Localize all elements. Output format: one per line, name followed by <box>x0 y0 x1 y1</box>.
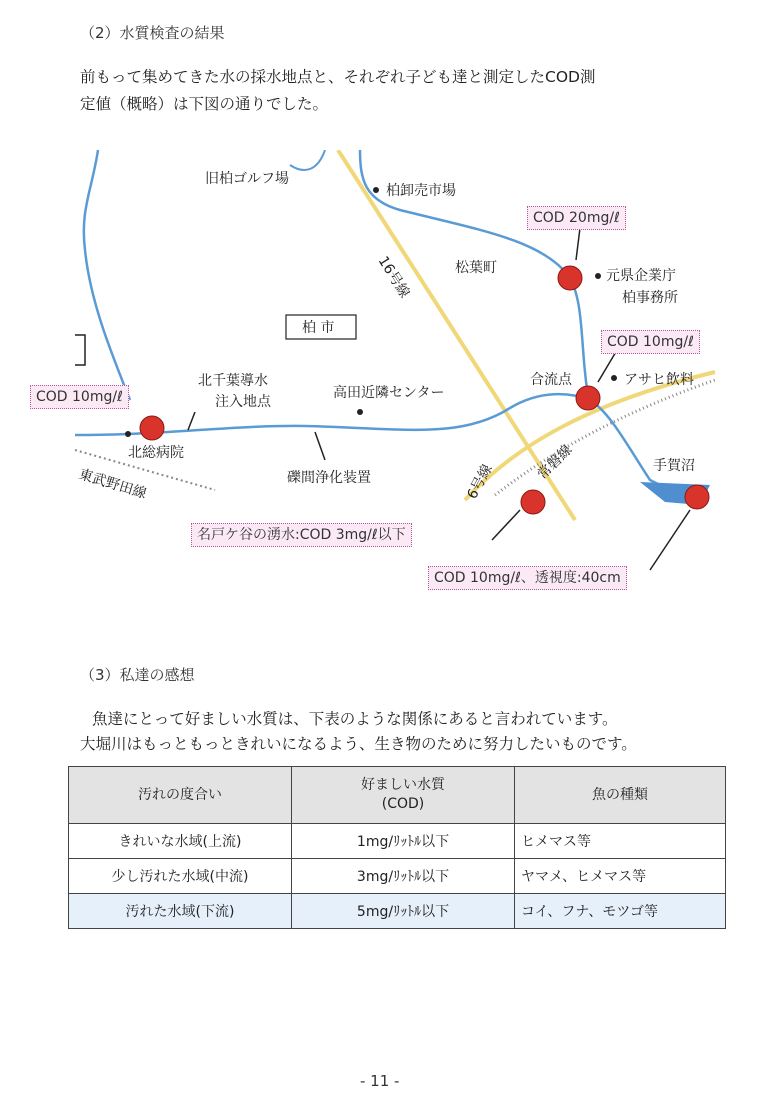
table-cell: ヒメマス等 <box>515 824 726 859</box>
marker-shoyo <box>558 266 582 290</box>
cod-callout-spring: 名戸ケ谷の湧水:COD 3mg/ℓ以下 <box>191 523 412 547</box>
table-cell: コイ、フナ、モツゴ等 <box>515 894 726 929</box>
marker-spring <box>521 490 545 514</box>
table-row <box>69 894 726 929</box>
table-cell: 5mg/ﾘｯﾄﾙ以下 <box>292 894 515 929</box>
joban-railway <box>495 380 715 495</box>
label-office2: 柏事務所 <box>622 290 678 306</box>
section2-heading: （2）水質検査の結果 <box>80 24 225 42</box>
table-cell: ヤマメ、ヒメマス等 <box>515 859 726 894</box>
river-tributary <box>290 150 325 170</box>
label-tobu: 東武野田線 <box>76 466 149 503</box>
river-west <box>84 150 130 400</box>
section3-heading: （3）私達の感想 <box>80 666 195 684</box>
marker-hospital <box>140 416 164 440</box>
table-header-fish: 魚の種類 <box>515 767 726 824</box>
table-cell: 3mg/ﾘｯﾄﾙ以下 <box>292 859 515 894</box>
table-row <box>69 859 726 894</box>
label-joban: 常磐線 <box>534 441 576 483</box>
section2-paragraph-line2: 定値（概略）は下図の通りでした。 <box>80 95 329 113</box>
section3-paragraph-line1: 魚達にとって好ましい水質は、下表のような関係にあると言われています。 <box>92 710 618 728</box>
label-hospital: 北総病院 <box>128 445 184 461</box>
label-golf: 旧柏ゴルフ場 <box>205 171 289 187</box>
label-city: 柏 市 <box>302 320 335 336</box>
label-office1: 元県企業庁 <box>606 268 676 284</box>
label-route16: 16号線 <box>374 253 413 301</box>
page-number: - 11 - <box>360 1072 400 1090</box>
water-quality-table <box>68 766 726 929</box>
label-purifier: 礫間浄化装置 <box>287 470 371 486</box>
map-bracket <box>75 335 85 365</box>
label-shoyo: 松葉町 <box>455 260 497 276</box>
marker-confluence <box>576 386 600 410</box>
cod-callout-shoyo: COD 20mg/ℓ <box>527 206 626 230</box>
label-route6: 6号線 <box>464 461 496 502</box>
marker-teganuma <box>685 485 709 509</box>
table-cell: 少し汚れた水域(中流) <box>69 859 292 894</box>
label-teganuma: 手賀沼 <box>653 458 695 474</box>
cod-callout-hospital: COD 10mg/ℓ <box>30 385 129 409</box>
label-takada: 高田近隣センター <box>333 385 445 401</box>
cod-callout-teganuma: COD 10mg/ℓ、透視度:40cm <box>428 566 627 590</box>
table-header-cod <box>292 767 515 824</box>
table-header-cod-line1: 好ましい水質 <box>361 777 445 793</box>
label-kitachiba2: 注入地点 <box>215 394 271 410</box>
table-header-pollution: 汚れの度合い <box>69 767 292 824</box>
cod-callout-confluence: COD 10mg/ℓ <box>601 330 700 354</box>
section2-paragraph-line1: 前もって集めてきた水の採水地点と、それぞれ子ども達と測定したCOD測 <box>80 68 596 86</box>
table-header-row <box>69 767 726 824</box>
table-row <box>69 824 726 859</box>
label-market: 柏卸売市場 <box>386 183 456 199</box>
section3-paragraph-line2: 大堀川はもっともっときれいになるよう、生き物のために努力したいものです。 <box>80 735 637 753</box>
table-cell: きれいな水域(上流) <box>69 824 292 859</box>
label-kitachiba1: 北千葉導水 <box>198 373 268 389</box>
label-confluence: 合流点 <box>530 372 572 388</box>
label-asahi: アサヒ飲料 <box>624 372 694 388</box>
table-cell: 1mg/ﾘｯﾄﾙ以下 <box>292 824 515 859</box>
table-header-cod-line2: (COD) <box>381 796 425 812</box>
table-cell: 汚れた水域(下流) <box>69 894 292 929</box>
